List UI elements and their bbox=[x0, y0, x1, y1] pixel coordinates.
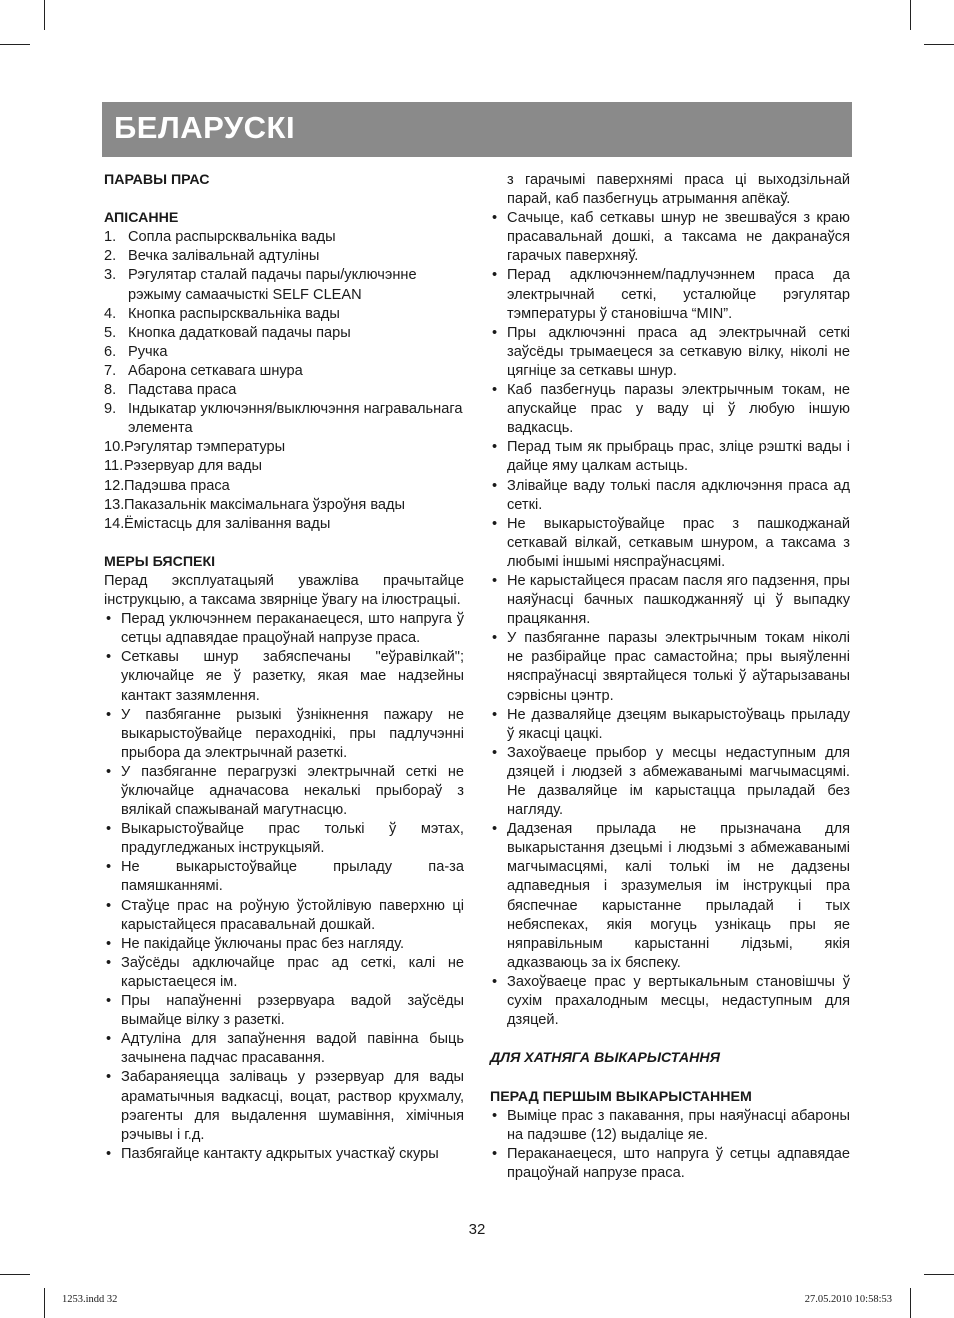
list-item: • Выкарыстоўвайце прас толькі ў мэтах, прадугледжаных інструкцыяй. bbox=[106, 821, 464, 857]
list-item: 6. Ручка bbox=[104, 343, 168, 360]
list-item: 3. Рэгулятар сталай падачы пары/уключэнне рэжыму самаачысткі SELF CLEAN bbox=[104, 267, 417, 303]
list-item: • Выміце прас з пакавання, пры наяўнасці абароны на падэшве (12) выдаліце яе. bbox=[492, 1107, 850, 1143]
left-column bbox=[104, 171, 464, 1164]
list-item: • Забараняецца заліваць у рэзервуар для вады араматычныя вадкасці, воцат, раствор крухмалу, рэагенты для выдалення шумавіння, хімічныя рэчывы і г.д. bbox=[106, 1069, 464, 1143]
list-item: • Пры адключэнні праса ад электрычнай сеткі заўсёды трымаецеся за сеткавую вілку, ніколі не цягніце за сеткавы шнур. bbox=[492, 324, 850, 379]
household-heading: ДЛЯ ХАТНЯГА ВЫКАРЫСТАННЯ bbox=[490, 1050, 720, 1067]
list-item: 8. Падстава праса bbox=[104, 382, 237, 399]
list-item: 10. Рэгулятар тэмпературы bbox=[104, 439, 286, 456]
doc-title: ПАРАВЫ ПРАС bbox=[104, 172, 210, 188]
page-number: 32 bbox=[468, 1221, 486, 1238]
crop-mark bbox=[924, 44, 954, 45]
list-item: • Не дазваляйце дзецям выкарыстоўваць прыладу ў якасці цацкі. bbox=[492, 706, 850, 742]
list-item: • Перад адключэннем/падлучэннем праса да электрычнай сеткі, усталюйце рэгулятар тэмпературы ў становішча “MIN”. bbox=[492, 267, 850, 322]
safety-intro: Перад эксплуатацыяй уважліва прачытайце інструкцыю, а таксама звярніце ўвагу на ілюстрацыі. bbox=[104, 572, 464, 609]
list-item: • Не выкарыстоўвайце прас з пашкоджанай сеткавай вілкай, сеткавым шнуром, а таксама з любымі іншымі няспраўнасцямі. bbox=[492, 515, 850, 570]
crop-mark bbox=[924, 1274, 954, 1275]
footer-timestamp: 27.05.2010 10:58:53 bbox=[804, 1294, 892, 1305]
list-item: • У пазбяганне рызыкі ўзнікнення пажару не выкарыстоўвайце пераходнікі, пры падлучэнні прыбора да электрычнай разеткі. bbox=[106, 706, 464, 761]
first-use-list bbox=[490, 1107, 850, 1183]
list-item: • Пры напаўненні рэзервуара вадой заўсёды вымайце вілку з разеткі. bbox=[106, 993, 464, 1029]
list-item: • Дадзеная прылада не прызначана для выкарыстання дзецьмі і людзьмі з абмежаванымі магчымасцямі, калі толькі ім не дадзены адпаведныя і зразумелыя ім інструкцыі пра бяспечнае карыстанне прыладай і тых небяспеках, якія могуць узнікаць пры яе няправільным карыстанні лідзьмі, якія адказваюць за іх бяспеку. bbox=[492, 821, 850, 971]
crop-mark bbox=[0, 44, 30, 45]
footer-file-info: 1253.indd 32 bbox=[62, 1294, 118, 1305]
safety-list-right bbox=[490, 209, 850, 1030]
crop-mark bbox=[910, 1288, 911, 1318]
list-item: 4. Кнопка распырсквальніка вады bbox=[104, 305, 340, 322]
safety-list-left bbox=[104, 610, 464, 1164]
list-item: • Захоўваеце прыбор у месцы недаступным для дзяцей і людзей з абмежаванымі магчымасцямі. Не дазваляйце ім карыстацца прыладай без нагляду. bbox=[492, 744, 850, 819]
list-item: • Злівайце ваду толькі пасля адключэння праса ад сеткі. bbox=[492, 477, 850, 513]
list-item: • Перад уключэннем пераканаецеся, што напруга ў сетцы адпавядае працоўнай напрузе праса. bbox=[106, 611, 464, 647]
list-item: 11. Рэзервуар для вады bbox=[104, 458, 263, 475]
list-item: 9. Індыкатар уключэння/выключэння награвальнага элемента bbox=[104, 401, 463, 437]
list-item: • У пазбяганне паразы электрычным токам ніколі не разбірайце прас самастойна; пры выяўленні няспраўнасці звяртайцеся толькі ў аўтарызаваны сэрвісны цэнтр. bbox=[492, 630, 850, 704]
right-column bbox=[490, 171, 850, 1183]
crop-mark bbox=[44, 0, 45, 30]
crop-mark bbox=[0, 1274, 30, 1275]
list-item: • Каб пазбегнуць паразы электрычным токам, не апускайце прас у ваду ці ў любую іншую вадкасць. bbox=[492, 382, 850, 437]
crop-mark bbox=[910, 0, 911, 30]
list-item: • Не выкарыстоўвайце прыладу па-за памяшканнямі. bbox=[106, 859, 464, 895]
list-item: • Заўсёды адключайце прас ад сеткі, калі не карыстаецеся ім. bbox=[106, 954, 464, 990]
list-item: • Сачыце, каб сеткавы шнур не звешваўся з краю прасавальнай дошкі, а таксама не дакранаўся гарачых паверхняў. bbox=[492, 210, 850, 265]
language-banner bbox=[102, 102, 852, 157]
safety-continuation: з гарачымі паверхнямі праса ці выходзільнай парай, каб пазбегнуць атрымання апёкаў. bbox=[507, 172, 850, 208]
list-item: 13. Паказальнік максімальнага ўзроўня вады bbox=[104, 496, 406, 513]
parts-list bbox=[104, 228, 464, 534]
list-item: • Захоўваеце прас у вертыкальным становішчы ў сухім прахалодным месцы, недаступным для дзяцей. bbox=[492, 973, 850, 1029]
list-item: 1. Сопла распырсквальніка вады bbox=[104, 229, 336, 246]
list-item: • Адтуліна для запаўнення вадой павінна быць зачынена падчас прасавання. bbox=[106, 1031, 464, 1067]
language-title: БЕЛАРУСКІ bbox=[114, 110, 296, 145]
list-item: • Не пакідайце ўключаны прас без нагляду. bbox=[106, 935, 405, 952]
safety-heading: МЕРЫ БЯСПЕКІ bbox=[104, 553, 216, 570]
list-item: • Перад тым як прыбраць прас, зліце рэшткі вады і дайце яму цалкам астыць. bbox=[492, 439, 850, 475]
list-item: 2. Вечка залівальнай адтуліны bbox=[104, 248, 320, 265]
crop-mark bbox=[44, 1288, 45, 1318]
list-item: • Пазбягайце кантакту адкрытых участкаў скуры bbox=[106, 1145, 439, 1162]
list-item: 14. Ёмістасць для залівання вады bbox=[104, 515, 331, 532]
list-item: • У пазбяганне перагрузкі электрычнай сеткі не ўключайце адначасова некалькі прыбораў з вялікай спажыванай магутнасцю. bbox=[106, 763, 464, 819]
list-item: • Сеткавы шнур забяспечаны "еўравілкай"; уключайце яе ў разетку, якая мае надзейны кантакт зазямлення. bbox=[106, 649, 464, 704]
list-item: 12. Падэшва праса bbox=[104, 477, 230, 494]
list-item: • Не карыстайцеся прасам пасля яго падзення, пры наяўнасці бачных пашкоджанняў ці ў выпадку працякання. bbox=[492, 572, 850, 628]
first-use-heading: ПЕРАД ПЕРШЫМ ВЫКАРЫСТАННЕМ bbox=[490, 1088, 752, 1105]
list-item: 5. Кнопка дадатковай падачы пары bbox=[104, 324, 351, 341]
list-item: • Пераканаецеся, што напруга ў сетцы адпавядае працоўнай напрузе праса. bbox=[492, 1145, 850, 1181]
list-item: 7. Абарона сеткавага шнура bbox=[104, 362, 303, 379]
description-heading: АПІСАННЕ bbox=[104, 210, 179, 227]
list-item: • Стаўце прас на роўную ўстойлівую паверхню ці карыстайцеся прасавальнай дошкай. bbox=[106, 897, 464, 933]
